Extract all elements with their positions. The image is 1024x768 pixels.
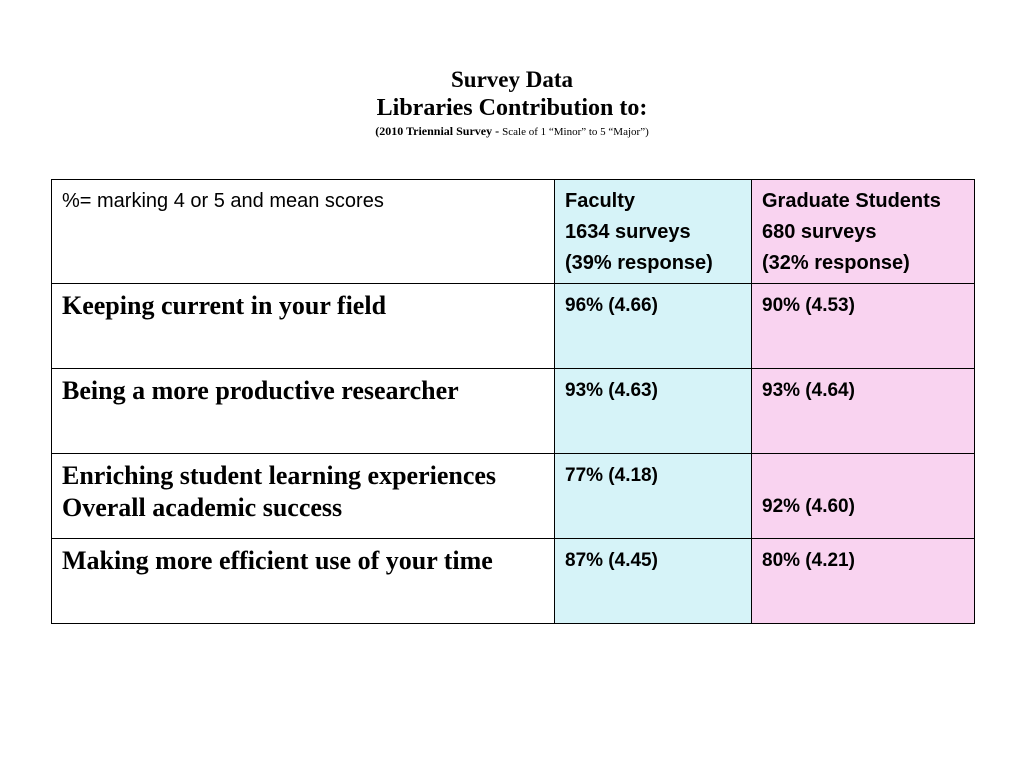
table-row <box>52 369 975 454</box>
grad-value: 90% (4.53) <box>762 295 855 316</box>
grad-value-cell <box>752 454 975 539</box>
grad-value: 93% (4.64) <box>762 380 855 401</box>
grad-value: 80% (4.21) <box>762 550 855 571</box>
row-label-line1: Enriching student learning experiences <box>62 461 497 490</box>
table-row <box>52 539 975 624</box>
faculty-value-cell <box>555 369 752 454</box>
grad-value: 92% (4.60) <box>762 496 855 517</box>
grad-header-surveys: 680 surveys <box>762 221 877 243</box>
faculty-value-cell <box>555 284 752 369</box>
survey-note-scale: Scale of 1 “Minor” to 5 “Major”) <box>502 126 649 138</box>
row-label: Making more efficient use of your time <box>62 546 493 575</box>
header-label-cell <box>52 180 555 284</box>
faculty-header-response: (39% response) <box>565 252 713 274</box>
grad-header-response: (32% response) <box>762 252 910 274</box>
grad-header-cell <box>752 180 975 284</box>
title-block <box>0 66 1024 139</box>
faculty-header-name: Faculty <box>565 190 636 212</box>
faculty-value: 77% (4.18) <box>565 465 658 486</box>
page-title: Survey Data <box>450 67 574 92</box>
row-label-cell <box>52 284 555 369</box>
faculty-header-cell <box>555 180 752 284</box>
faculty-value-cell <box>555 539 752 624</box>
faculty-value-cell <box>555 454 752 539</box>
row-label: Being a more productive researcher <box>62 376 459 405</box>
grad-value-cell <box>752 369 975 454</box>
row-label: Keeping current in your field <box>62 291 387 320</box>
row-label-cell <box>52 454 555 539</box>
row-label-cell <box>52 369 555 454</box>
survey-table <box>51 179 975 624</box>
table-row <box>52 454 975 539</box>
survey-note-bold: (2010 Triennial Survey - <box>375 124 503 138</box>
table-header-row <box>52 180 975 284</box>
survey-note <box>0 124 1024 139</box>
faculty-value: 96% (4.66) <box>565 295 658 316</box>
row-label-cell <box>52 539 555 624</box>
faculty-value: 93% (4.63) <box>565 380 658 401</box>
header-label: %= marking 4 or 5 and mean scores <box>62 190 384 212</box>
grad-header-name: Graduate Students <box>762 190 941 212</box>
grad-value-cell <box>752 539 975 624</box>
grad-value-cell <box>752 284 975 369</box>
page-subtitle: Libraries Contribution to: <box>376 95 648 121</box>
faculty-value: 87% (4.45) <box>565 550 658 571</box>
table-row <box>52 284 975 369</box>
row-label-line2: Overall academic success <box>62 493 343 522</box>
faculty-header-surveys: 1634 surveys <box>565 221 691 243</box>
